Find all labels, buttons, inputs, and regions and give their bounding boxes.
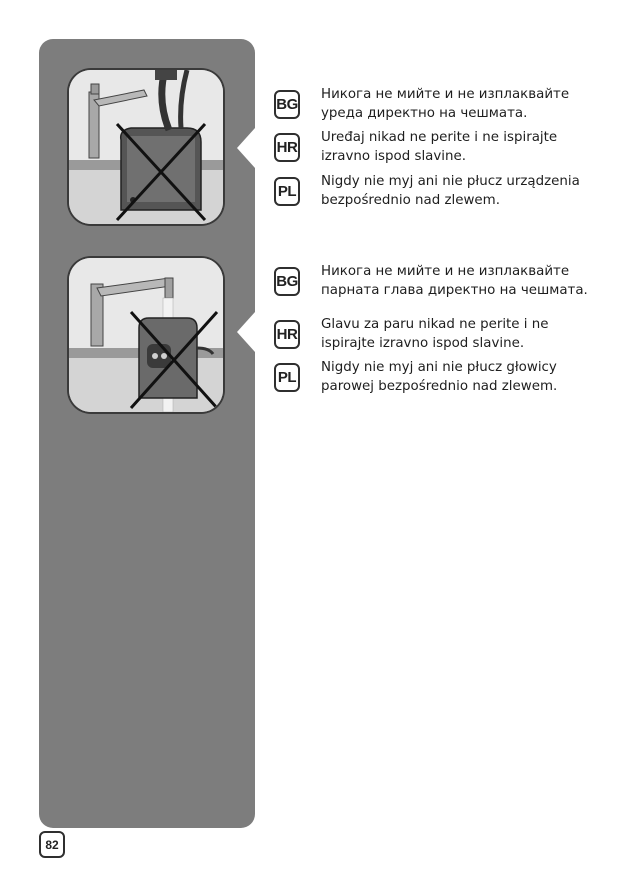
lang-badge: BG <box>274 90 300 119</box>
pointer-arrow-1 <box>237 128 255 168</box>
instruction-text: Glavu za paru nikad ne perite i ne ispirajte izravno ispod slavine. <box>321 317 549 351</box>
instruction-text: Никога не мийте и не изплаквайте уреда директно на чешмата. <box>321 87 570 121</box>
lang-badge: BG <box>274 267 300 296</box>
lang-badge: HR <box>274 133 300 162</box>
lang-badge: PL <box>274 363 300 392</box>
pointer-arrow-2 <box>237 312 255 352</box>
steam-generator-under-tap-crossed-icon <box>69 70 223 224</box>
entry-pl-1 <box>274 172 591 210</box>
instruction-text: Никога не мийте и не изплаквайте парната глава директно на чешмата. <box>321 264 588 298</box>
illustration-steam-head-under-tap <box>69 258 223 412</box>
entry-pl-2 <box>274 358 591 396</box>
entry-bg-1 <box>274 85 591 123</box>
instruction-text: Nigdy nie myj ani nie płucz głowicy parowej bezpośrednio nad zlewem. <box>321 360 558 394</box>
instruction-text: Uređaj nikad ne perite i ne ispirajte izravno ispod slavine. <box>321 130 558 164</box>
entry-hr-2 <box>274 315 591 353</box>
entry-hr-1 <box>274 128 591 166</box>
page-number: 82 <box>39 831 65 858</box>
instruction-text: Nigdy nie myj ani nie płucz urządzenia bezpośrednio nad zlewem. <box>321 174 580 208</box>
illustration-device-under-tap <box>69 70 223 224</box>
steam-head-under-tap-crossed-icon <box>69 258 223 412</box>
lang-badge: PL <box>274 177 300 206</box>
lang-badge: HR <box>274 320 300 349</box>
entry-bg-2 <box>274 262 591 300</box>
